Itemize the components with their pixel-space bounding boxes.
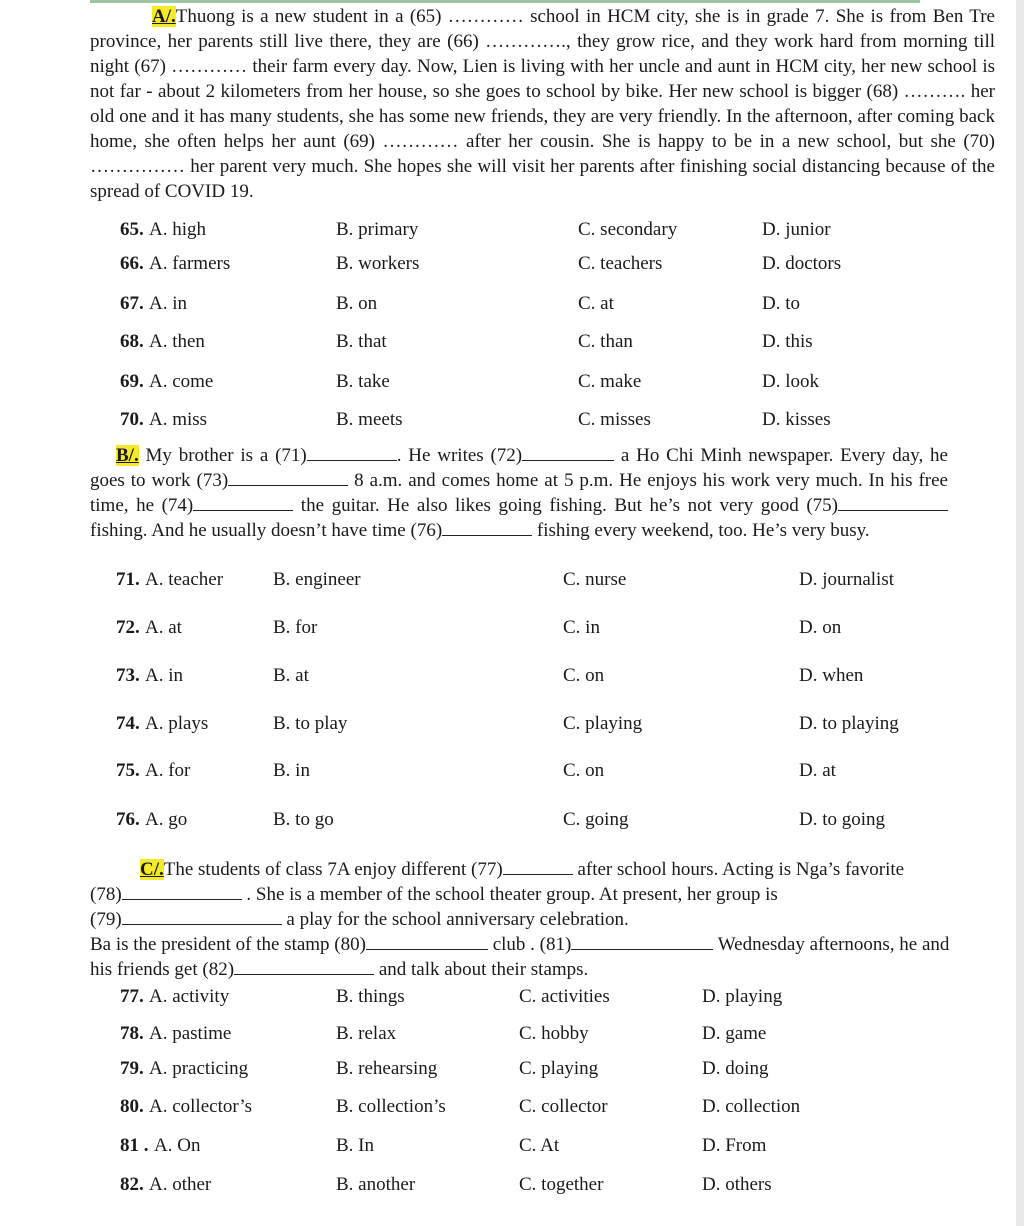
question-row <box>0 712 1000 736</box>
question-number: 74. <box>116 713 140 734</box>
blank-80[interactable] <box>366 933 488 950</box>
option-d[interactable]: D. collection <box>702 1096 801 1117</box>
option-d[interactable]: D. to going <box>799 809 886 830</box>
option-a[interactable]: A. farmers <box>149 253 231 274</box>
blank-78[interactable] <box>122 883 242 900</box>
section-c-label: C/. <box>140 859 164 880</box>
option-a[interactable]: A. go <box>145 809 188 830</box>
option-d[interactable]: D. kisses <box>762 409 831 430</box>
question-row <box>0 408 1000 432</box>
section-a-text: Thuong is a new student in a (65) ………… school in HCM city, she is in grade 7. She is from Ben Tre province, her parents still live there, they are (66) …………., they grow rice, and they work hard from morning till night (67) ………… their farm every day. Now, Lien is living with her uncle and aunt in HCM city, her new school is not far - about 2 kilometers from her house, so she goes to school by bike. Her new school is bigger (68) ………. her old one and it has many students, she has some new friends, they are very friendly. In the afternoon, after coming back home, she often helps her aunt (69) ………… after her cousin. She is happy to be in a new school, but she (70) …………… her parent very much. She hopes she will visit her parents after finishing social distancing because of the spread of COVID 19. <box>90 6 995 202</box>
option-a[interactable]: A. in <box>145 665 183 686</box>
question-row <box>0 664 1000 688</box>
section-b-text-7: fishing every weekend, too. He’s very busy. <box>532 520 870 541</box>
option-d[interactable]: D. look <box>762 371 819 392</box>
question-number: 79. <box>120 1058 144 1079</box>
section-b-label: B/. <box>116 445 139 466</box>
option-b[interactable]: B. rehearsing <box>336 1058 438 1079</box>
option-c[interactable]: C. going <box>563 809 629 830</box>
section-c-line-4 <box>90 933 949 957</box>
option-a[interactable]: A. at <box>145 617 182 638</box>
option-c[interactable]: C. than <box>578 331 633 352</box>
blank-76[interactable] <box>442 519 532 536</box>
question-number: 78. <box>120 1023 144 1044</box>
option-a[interactable]: A. collector’s <box>149 1096 253 1117</box>
option-d[interactable]: D. this <box>762 331 813 352</box>
option-a[interactable]: A. miss <box>149 409 208 430</box>
section-c-text-4a: Ba is the president of the stamp (80) <box>90 934 366 955</box>
option-b[interactable]: B. In <box>336 1135 374 1156</box>
section-b-text-6: fishing. And he usually doesn’t have time (76) <box>90 520 443 541</box>
section-b-text-1: My brother is a (71) <box>145 445 307 466</box>
option-d[interactable]: D. doctors <box>762 253 842 274</box>
option-a[interactable]: A. activity <box>149 986 230 1007</box>
section-c-text-5b: and talk about their stamps. <box>374 959 589 980</box>
option-b[interactable]: B. engineer <box>273 569 361 590</box>
option-d[interactable]: D. others <box>702 1174 772 1195</box>
option-a[interactable]: A. teacher <box>145 569 224 590</box>
option-c[interactable]: C. teachers <box>578 253 663 274</box>
option-d[interactable]: D. when <box>799 665 864 686</box>
option-a[interactable]: A. then <box>149 331 205 352</box>
question-row <box>0 292 1000 316</box>
question-row <box>0 1173 1000 1197</box>
section-c-text-4b: club . (81) <box>487 934 572 955</box>
question-number: 75. <box>116 760 140 781</box>
section-c-line-2 <box>90 883 778 907</box>
section-b-text-2: . He writes (72) <box>396 445 523 466</box>
section-c-text-5a: his friends get (82) <box>90 959 235 980</box>
option-c[interactable]: C. in <box>563 617 600 638</box>
option-c[interactable]: C. nurse <box>563 569 627 590</box>
blank-81[interactable] <box>571 933 713 950</box>
option-b[interactable]: B. at <box>273 665 309 686</box>
option-b[interactable]: B. meets <box>336 409 403 430</box>
option-b[interactable]: B. that <box>336 331 387 352</box>
section-c-text-3a: (79) <box>90 909 122 930</box>
option-c[interactable]: C. playing <box>519 1058 599 1079</box>
option-c[interactable]: C. activities <box>519 986 610 1007</box>
question-row <box>0 1057 1000 1081</box>
question-row <box>0 808 1000 832</box>
question-row <box>0 218 1000 242</box>
option-b[interactable]: B. in <box>273 760 310 781</box>
option-d[interactable]: D. playing <box>702 986 783 1007</box>
section-c-line-1 <box>140 858 904 882</box>
option-a[interactable]: A. On <box>154 1135 201 1156</box>
question-number: 70. <box>120 409 144 430</box>
option-a[interactable]: A. other <box>149 1174 212 1195</box>
option-a[interactable]: A. high <box>149 219 206 240</box>
option-b[interactable]: B. collection’s <box>336 1096 446 1117</box>
blank-77[interactable] <box>503 858 573 875</box>
question-number: 69. <box>120 371 144 392</box>
section-c-line-3 <box>90 908 629 932</box>
option-b[interactable]: B. another <box>336 1174 416 1195</box>
option-b[interactable]: B. relax <box>336 1023 397 1044</box>
section-c-text-2b: . She is a member of the school theater group. At present, her group is <box>241 884 778 905</box>
section-b-text-3: a Ho Chi Minh newspaper. Every day, he goes to work (73) <box>90 445 948 491</box>
option-d[interactable]: D. game <box>702 1023 767 1044</box>
option-c[interactable]: C. on <box>563 760 605 781</box>
question-number: 73. <box>116 665 140 686</box>
option-c[interactable]: C. collector <box>519 1096 608 1117</box>
blank-75[interactable] <box>838 494 948 511</box>
option-c[interactable]: C. hobby <box>519 1023 589 1044</box>
option-b[interactable]: B. workers <box>336 253 420 274</box>
question-row <box>0 568 1000 592</box>
question-row <box>0 370 1000 394</box>
option-d[interactable]: D. to playing <box>799 713 899 734</box>
option-d[interactable]: D. junior <box>762 219 831 240</box>
option-a[interactable]: A. practicing <box>149 1058 249 1079</box>
blank-74[interactable] <box>193 494 293 511</box>
option-a[interactable]: A. come <box>149 371 214 392</box>
option-b[interactable]: B. to go <box>273 809 334 830</box>
question-number: 71. <box>116 569 140 590</box>
option-c[interactable]: C. misses <box>578 409 651 430</box>
section-b-text-5: the guitar. He also likes going fishing. But he’s not very good (75) <box>293 495 838 516</box>
option-c[interactable]: C. at <box>578 293 614 314</box>
question-number: 66. <box>120 253 144 274</box>
option-d[interactable]: D. on <box>799 617 842 638</box>
question-row <box>0 1022 1000 1046</box>
option-d[interactable]: D. journalist <box>799 569 894 590</box>
option-a[interactable]: A. pastime <box>149 1023 232 1044</box>
option-d[interactable]: D. doing <box>702 1058 769 1079</box>
option-b[interactable]: B. on <box>336 293 378 314</box>
top-border-line <box>90 0 920 3</box>
question-row <box>0 759 1000 783</box>
option-a[interactable]: A. for <box>145 760 191 781</box>
option-c[interactable]: C. make <box>578 371 642 392</box>
section-c-text-1b: after school hours. Acting is Nga’s favorite <box>572 859 905 880</box>
option-c[interactable]: C. At <box>519 1135 560 1156</box>
blank-79[interactable] <box>122 908 282 925</box>
blank-72[interactable] <box>522 444 614 461</box>
section-c-text-2a: (78) <box>90 884 122 905</box>
option-d[interactable]: D. at <box>799 760 836 781</box>
option-c[interactable]: C. together <box>519 1174 604 1195</box>
question-number: 76. <box>116 809 140 830</box>
question-number: 77. <box>120 986 144 1007</box>
section-b-passage <box>90 443 948 543</box>
option-a[interactable]: A. in <box>149 293 187 314</box>
blank-82[interactable] <box>234 958 374 975</box>
question-number: 68. <box>120 331 144 352</box>
section-c-text-1: The students of class 7A enjoy different (77) <box>163 859 503 880</box>
option-c[interactable]: C. playing <box>563 713 643 734</box>
section-a-passage <box>90 4 995 204</box>
option-b[interactable]: B. for <box>273 617 318 638</box>
question-number: 65. <box>120 219 144 240</box>
section-c-text-3b: a play for the school anniversary celebration. <box>281 909 629 930</box>
question-row <box>0 616 1000 640</box>
section-b-text-4: 8 a.m. and comes home at 5 p.m. He enjoys his work very much. In his free time, he (74) <box>90 470 948 516</box>
option-d[interactable]: D. From <box>702 1135 767 1156</box>
question-number: 82. <box>120 1174 144 1195</box>
option-b[interactable]: B. things <box>336 986 405 1007</box>
question-row <box>0 1095 1000 1119</box>
question-row <box>0 1134 1000 1158</box>
option-c[interactable]: C. on <box>563 665 605 686</box>
blank-71[interactable] <box>307 444 397 461</box>
question-number: 81 . <box>120 1135 149 1156</box>
question-row <box>0 985 1000 1009</box>
question-number: 72. <box>116 617 140 638</box>
option-c[interactable]: C. secondary <box>578 219 678 240</box>
question-row <box>0 252 1000 276</box>
option-d[interactable]: D. to <box>762 293 800 314</box>
section-c-line-5 <box>90 958 588 982</box>
section-a-label: A/. <box>152 6 176 27</box>
section-c-text-4c: Wednesday afternoons, he and <box>713 934 950 955</box>
option-b[interactable]: B. to play <box>273 713 348 734</box>
option-b[interactable]: B. primary <box>336 219 419 240</box>
blank-73[interactable] <box>228 469 348 486</box>
option-b[interactable]: B. take <box>336 371 390 392</box>
page-edge-shadow <box>1016 0 1024 1226</box>
option-a[interactable]: A. plays <box>145 713 209 734</box>
question-number: 80. <box>120 1096 144 1117</box>
question-number: 67. <box>120 293 144 314</box>
question-row <box>0 330 1000 354</box>
